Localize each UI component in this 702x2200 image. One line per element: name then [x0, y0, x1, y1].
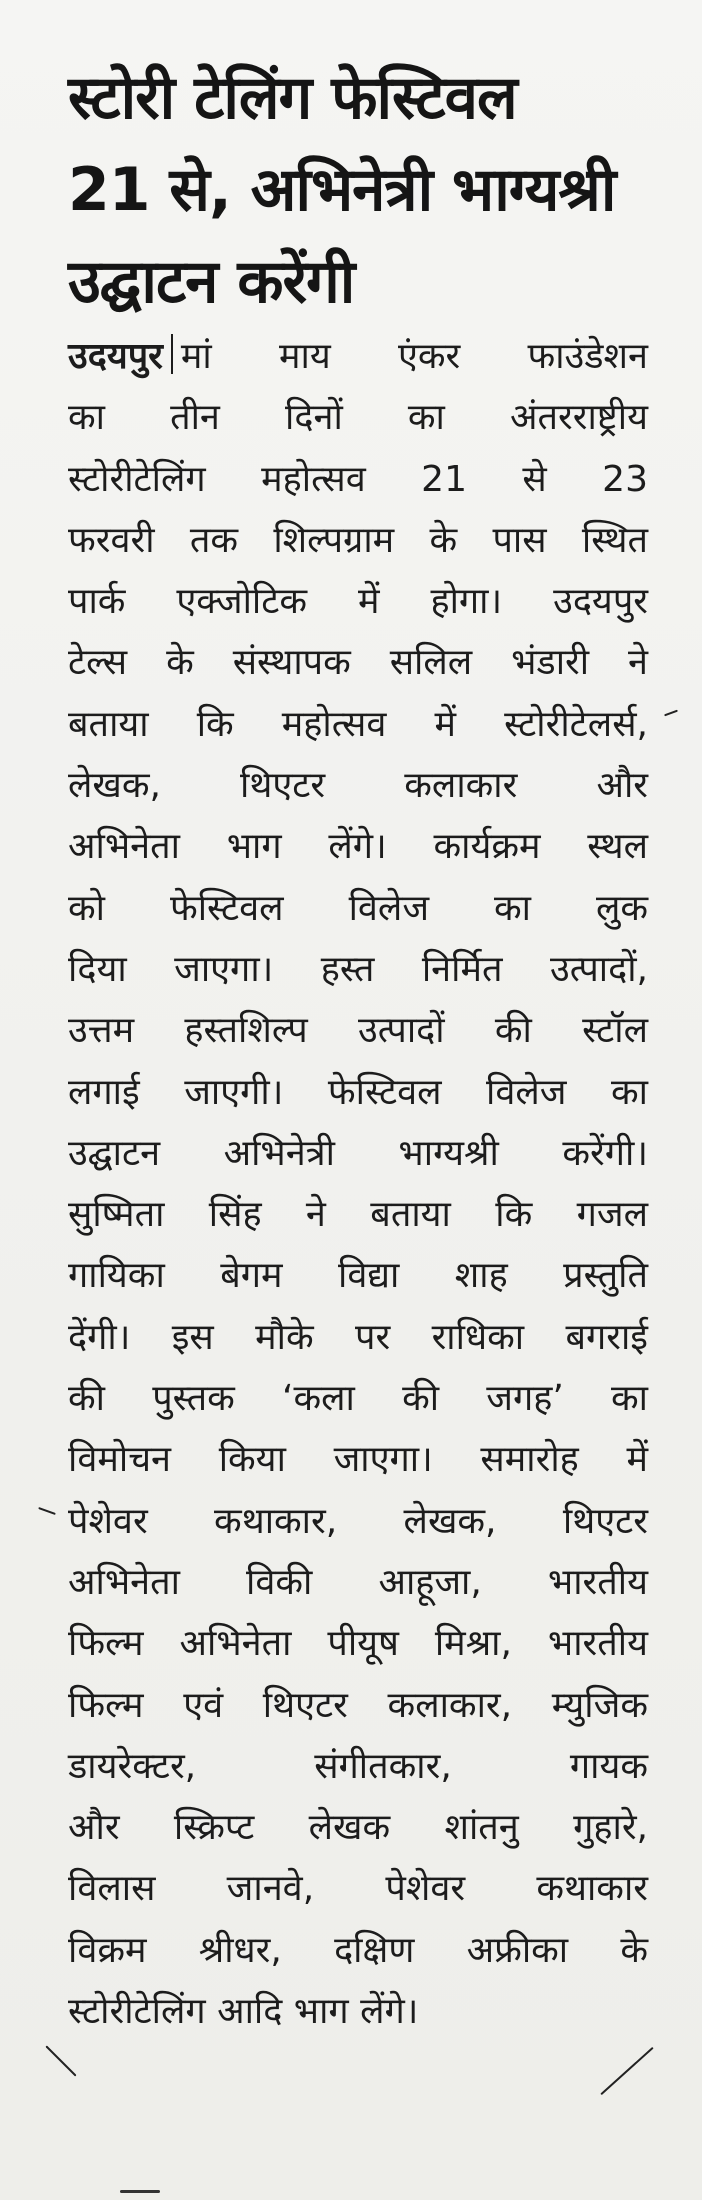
article-line: गायिका बेगम विद्या शाह प्रस्तुति [68, 1255, 648, 1297]
article-line: विमोचन किया जाएगा। समारोह में [68, 1439, 648, 1481]
article-line: अभिनेता भाग लेंगे। कार्यक्रम स्थल [68, 826, 648, 868]
article-line: पेशेवर कथाकार, लेखक, थिएटर [68, 1500, 648, 1542]
article-line: दिया जाएगा। हस्त निर्मित उत्पादों, [68, 948, 648, 990]
pen-mark [45, 2045, 76, 2076]
pen-mark [600, 2047, 653, 2095]
article-line-last: स्टोरीटेलिंग आदि भाग लेंगे। [68, 1991, 419, 2033]
article-line: लेखक, थिएटर कलाकार और [68, 765, 648, 807]
article-line: की पुस्तक ‘कला की जगह’ का [68, 1378, 648, 1420]
article-line: फिल्म अभिनेता पीयूष मिश्रा, भारतीय [68, 1623, 648, 1665]
article-line: लगाई जाएगी। फेस्टिवल विलेज का [68, 1071, 648, 1113]
headline [68, 52, 668, 328]
headline-line-3: उद्घाटन करेंगी [68, 247, 355, 317]
article-line: फिल्म एवं थिएटर कलाकार, म्युजिक [68, 1684, 648, 1726]
pen-mark [38, 1507, 56, 1515]
first-line-text: मां माय एंकर फाउंडेशन [180, 336, 648, 377]
article-body [68, 326, 648, 2042]
dateline: उदयपुर [68, 336, 163, 377]
article-line-first [68, 326, 648, 387]
dateline-separator [171, 334, 173, 374]
article-line: अभिनेता विकी आहूजा, भारतीय [68, 1561, 648, 1603]
article-line: का तीन दिनों का अंतरराष्ट्रीय [68, 397, 648, 439]
article-line: बताया कि महोत्सव में स्टोरीटेलर्स, [68, 703, 648, 745]
article-line: डायरेक्टर, संगीतकार, गायक [68, 1745, 648, 1787]
article-line: और स्क्रिप्ट लेखक शांतनु गुहारे, [68, 1807, 648, 1849]
article-line: सुष्मिता सिंह ने बताया कि गजल [68, 1194, 648, 1236]
article-line: विलास जानवे, पेशेवर कथाकार [68, 1868, 648, 1910]
article-line: पार्क एक्जोटिक में होगा। उदयपुर [68, 581, 648, 623]
article-line: को फेस्टिवल विलेज का लुक [68, 887, 648, 929]
article-line: उत्तम हस्तशिल्प उत्पादों की स्टॉल [68, 1010, 648, 1052]
article-line: फरवरी तक शिल्पग्राम के पास स्थित [68, 519, 648, 561]
headline-line-1: स्टोरी टेलिंग फेस्टिवल [68, 63, 517, 133]
article-line: विक्रम श्रीधर, दक्षिण अफ्रीका के [68, 1929, 648, 1971]
pen-mark [664, 710, 678, 717]
article-line: देंगी। इस मौके पर राधिका बगराई [68, 1316, 648, 1358]
headline-line-2: 21 से, अभिनेत्री भाग्यश्री [68, 155, 616, 225]
article-line: उद्घाटन अभिनेत्री भाग्यश्री करेंगी। [68, 1132, 648, 1174]
article-line: टेल्स के संस्थापक सलिल भंडारी ने [68, 642, 648, 684]
article-line: स्टोरीटेलिंग महोत्सव 21 से 23 [68, 458, 648, 500]
ink-smudge [120, 2190, 160, 2193]
